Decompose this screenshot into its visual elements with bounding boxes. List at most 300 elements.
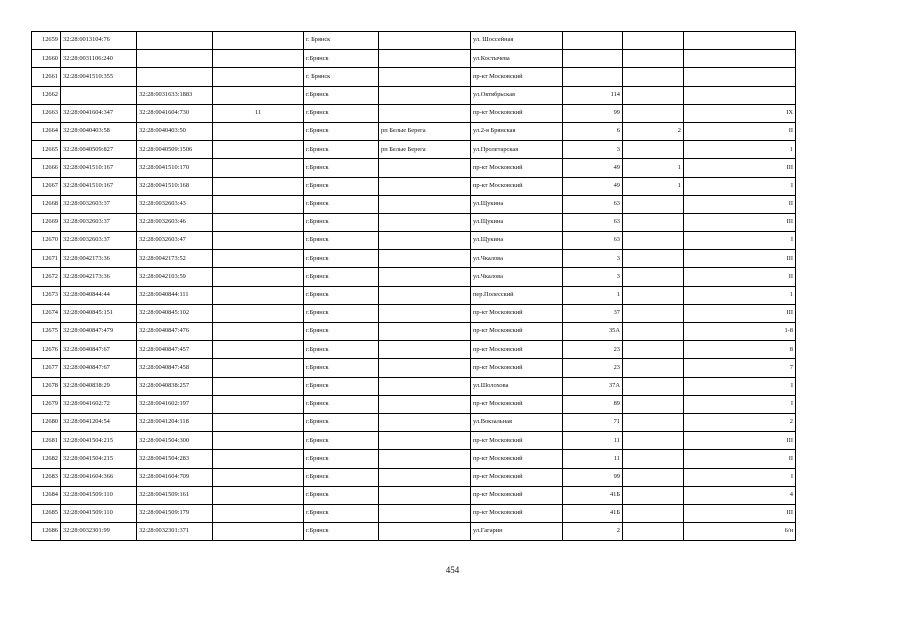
- premise-cell: [684, 68, 796, 86]
- house-cell: 3: [563, 268, 623, 286]
- object-number-cell: 32:28:0032603:43: [137, 195, 213, 213]
- table-row: [32, 395, 796, 413]
- street-cell: пр-кт Московский: [471, 323, 563, 341]
- cadastral-number-cell: 32:28:0041509:110: [61, 504, 137, 522]
- apartment-cell: [213, 395, 304, 413]
- table-row: [32, 304, 796, 322]
- settlement-cell: [379, 32, 471, 50]
- apartment-cell: [213, 486, 304, 504]
- street-cell: ул.Шолохова: [471, 377, 563, 395]
- table-row: [32, 377, 796, 395]
- settlement-cell: рп Белые Берега: [379, 141, 471, 159]
- apartment-cell: [213, 159, 304, 177]
- settlement-cell: [379, 177, 471, 195]
- city-cell: г.Брянск: [304, 50, 379, 68]
- row-index-cell: 12671: [32, 250, 61, 268]
- street-cell: ул.Щукина: [471, 213, 563, 231]
- house-cell: 99: [563, 468, 623, 486]
- cadastral-number-cell: 32:28:0041509:110: [61, 486, 137, 504]
- apartment-cell: [213, 341, 304, 359]
- apartment-cell: [213, 141, 304, 159]
- street-cell: пр-кт Московский: [471, 104, 563, 122]
- premise-cell: III: [684, 250, 796, 268]
- row-index-cell: 12667: [32, 177, 61, 195]
- city-cell: г.Брянск: [304, 86, 379, 104]
- house-cell: [563, 50, 623, 68]
- apartment-cell: [213, 250, 304, 268]
- table-row: [32, 104, 796, 122]
- apartment-cell: [213, 504, 304, 522]
- premise-cell: 6/н: [684, 523, 796, 541]
- street-cell: ул.2-я Брянская: [471, 122, 563, 140]
- row-index-cell: 12677: [32, 359, 61, 377]
- building-cell: [623, 468, 684, 486]
- building-cell: [623, 86, 684, 104]
- city-cell: г.Брянск: [304, 359, 379, 377]
- object-number-cell: 32:28:0041504:300: [137, 432, 213, 450]
- settlement-cell: [379, 450, 471, 468]
- row-index-cell: 12676: [32, 341, 61, 359]
- house-cell: 3: [563, 250, 623, 268]
- city-cell: г.Брянск: [304, 395, 379, 413]
- settlement-cell: [379, 523, 471, 541]
- table-row: [32, 122, 796, 140]
- premise-cell: 2: [684, 413, 796, 431]
- city-cell: г.Брянск: [304, 232, 379, 250]
- city-cell: г.Брянск: [304, 141, 379, 159]
- premise-cell: I: [684, 232, 796, 250]
- object-number-cell: 32:28:0041602:197: [137, 395, 213, 413]
- cadastral-number-cell: 32:28:0040847:67: [61, 359, 137, 377]
- table-row: [32, 32, 796, 50]
- settlement-cell: [379, 195, 471, 213]
- table-row: [32, 68, 796, 86]
- cadastral-number-cell: 32:28:0032603:37: [61, 232, 137, 250]
- house-cell: [563, 32, 623, 50]
- house-cell: 2: [563, 523, 623, 541]
- settlement-cell: [379, 504, 471, 522]
- street-cell: ул.Щукина: [471, 232, 563, 250]
- object-number-cell: 32:28:0041509:179: [137, 504, 213, 522]
- premise-cell: [684, 86, 796, 104]
- row-index-cell: 12670: [32, 232, 61, 250]
- object-number-cell: 32:28:0040845:102: [137, 304, 213, 322]
- object-number-cell: 32:28:0040847:476: [137, 323, 213, 341]
- table-row: [32, 323, 796, 341]
- street-cell: пр-кт Московский: [471, 504, 563, 522]
- settlement-cell: [379, 377, 471, 395]
- row-index-cell: 12659: [32, 32, 61, 50]
- premise-cell: [684, 50, 796, 68]
- street-cell: пр-кт Московский: [471, 68, 563, 86]
- building-cell: [623, 232, 684, 250]
- house-cell: 63: [563, 232, 623, 250]
- street-cell: пр-кт Московский: [471, 177, 563, 195]
- street-cell: пр-кт Московский: [471, 359, 563, 377]
- house-cell: 114: [563, 86, 623, 104]
- house-cell: 6: [563, 122, 623, 140]
- street-cell: пр-кт Московский: [471, 450, 563, 468]
- object-number-cell: [137, 32, 213, 50]
- cadastral-number-cell: 32:28:0041510:167: [61, 177, 137, 195]
- row-index-cell: 12664: [32, 122, 61, 140]
- settlement-cell: [379, 286, 471, 304]
- building-cell: 1: [623, 177, 684, 195]
- house-cell: 63: [563, 213, 623, 231]
- street-cell: пр-кт Московский: [471, 432, 563, 450]
- row-index-cell: 12665: [32, 141, 61, 159]
- cadastral-number-cell: 32:28:0032301:99: [61, 523, 137, 541]
- cadastral-number-cell: 32:28:0042173:36: [61, 268, 137, 286]
- city-cell: г.Брянск: [304, 432, 379, 450]
- apartment-cell: [213, 86, 304, 104]
- apartment-cell: [213, 232, 304, 250]
- premise-cell: III: [684, 304, 796, 322]
- cadastral-number-cell: 32:28:0040403:58: [61, 122, 137, 140]
- premise-cell: 8: [684, 341, 796, 359]
- settlement-cell: [379, 86, 471, 104]
- house-cell: 23: [563, 359, 623, 377]
- row-index-cell: 12678: [32, 377, 61, 395]
- premise-cell: III: [684, 504, 796, 522]
- street-cell: ул.Костычева: [471, 50, 563, 68]
- street-cell: ул.Щукина: [471, 195, 563, 213]
- house-cell: 37: [563, 304, 623, 322]
- building-cell: [623, 395, 684, 413]
- house-cell: 11: [563, 450, 623, 468]
- building-cell: [623, 377, 684, 395]
- object-number-cell: 32:28:0041509:161: [137, 486, 213, 504]
- cadastral-number-cell: 32:28:0042173:36: [61, 250, 137, 268]
- premise-cell: [684, 32, 796, 50]
- row-index-cell: 12679: [32, 395, 61, 413]
- premise-cell: III: [684, 213, 796, 231]
- apartment-cell: [213, 468, 304, 486]
- house-cell: 1: [563, 286, 623, 304]
- premise-cell: 4: [684, 486, 796, 504]
- row-index-cell: 12674: [32, 304, 61, 322]
- city-cell: г.Брянск: [304, 268, 379, 286]
- premise-cell: II: [684, 450, 796, 468]
- building-cell: [623, 141, 684, 159]
- object-number-cell: 32:28:0032603:47: [137, 232, 213, 250]
- building-cell: [623, 68, 684, 86]
- table-row: [32, 268, 796, 286]
- row-index-cell: 12663: [32, 104, 61, 122]
- apartment-cell: [213, 50, 304, 68]
- table-body: [32, 32, 796, 541]
- row-index-cell: 12672: [32, 268, 61, 286]
- table-row: [32, 504, 796, 522]
- premise-cell: 1: [684, 141, 796, 159]
- apartment-cell: [213, 213, 304, 231]
- settlement-cell: [379, 250, 471, 268]
- apartment-cell: [213, 286, 304, 304]
- apartment-cell: [213, 177, 304, 195]
- city-cell: г.Брянск: [304, 377, 379, 395]
- premise-cell: III: [684, 159, 796, 177]
- house-cell: 49: [563, 159, 623, 177]
- row-index-cell: 12675: [32, 323, 61, 341]
- cadastral-number-cell: 32:28:0032603:37: [61, 213, 137, 231]
- table-row: [32, 50, 796, 68]
- building-cell: [623, 432, 684, 450]
- building-cell: [623, 104, 684, 122]
- premise-cell: 7: [684, 359, 796, 377]
- cadastral-number-cell: 32:28:0040844:44: [61, 286, 137, 304]
- house-cell: 49: [563, 177, 623, 195]
- house-cell: 37А: [563, 377, 623, 395]
- table-row: [32, 486, 796, 504]
- house-cell: 63: [563, 195, 623, 213]
- row-index-cell: 12684: [32, 486, 61, 504]
- object-number-cell: 32:28:0032301:371: [137, 523, 213, 541]
- cadastral-number-cell: 32:28:0040845:151: [61, 304, 137, 322]
- premise-cell: 1: [684, 286, 796, 304]
- row-index-cell: 12683: [32, 468, 61, 486]
- cadastral-number-cell: 32:28:0040847:67: [61, 341, 137, 359]
- street-cell: пер.Полесский: [471, 286, 563, 304]
- table-row: [32, 86, 796, 104]
- city-cell: г.Брянск: [304, 104, 379, 122]
- row-index-cell: 12662: [32, 86, 61, 104]
- object-number-cell: [137, 68, 213, 86]
- premise-cell: I: [684, 395, 796, 413]
- apartment-cell: [213, 195, 304, 213]
- building-cell: [623, 286, 684, 304]
- city-cell: г.Брянск: [304, 213, 379, 231]
- building-cell: 1: [623, 159, 684, 177]
- settlement-cell: [379, 432, 471, 450]
- table-row: [32, 213, 796, 231]
- street-cell: пр-кт Московский: [471, 486, 563, 504]
- premise-cell: II: [684, 122, 796, 140]
- house-cell: 11: [563, 432, 623, 450]
- cadastral-number-cell: 32:28:0013104:76: [61, 32, 137, 50]
- settlement-cell: [379, 395, 471, 413]
- street-cell: пр-кт Московский: [471, 304, 563, 322]
- city-cell: г. Брянск: [304, 68, 379, 86]
- building-cell: [623, 50, 684, 68]
- building-cell: [623, 250, 684, 268]
- city-cell: г.Брянск: [304, 159, 379, 177]
- city-cell: г.Брянск: [304, 250, 379, 268]
- object-number-cell: 32:28:0040847:457: [137, 341, 213, 359]
- premise-cell: I: [684, 468, 796, 486]
- table-row: [32, 141, 796, 159]
- street-cell: пр-кт Московский: [471, 395, 563, 413]
- table-row: [32, 523, 796, 541]
- settlement-cell: [379, 104, 471, 122]
- settlement-cell: [379, 213, 471, 231]
- row-index-cell: 12680: [32, 413, 61, 431]
- row-index-cell: 12669: [32, 213, 61, 231]
- street-cell: ул.Вокзальная: [471, 413, 563, 431]
- object-number-cell: 32:28:0040847:458: [137, 359, 213, 377]
- house-cell: [563, 68, 623, 86]
- object-number-cell: 32:28:0041604:709: [137, 468, 213, 486]
- object-number-cell: 32:28:0041510:170: [137, 159, 213, 177]
- settlement-cell: [379, 413, 471, 431]
- house-cell: 3: [563, 141, 623, 159]
- row-index-cell: 12673: [32, 286, 61, 304]
- premise-cell: II: [684, 195, 796, 213]
- street-cell: ул.Пролетарская: [471, 141, 563, 159]
- city-cell: г.Брянск: [304, 504, 379, 522]
- table-row: [32, 359, 796, 377]
- street-cell: пр-кт Московский: [471, 468, 563, 486]
- table-row: [32, 450, 796, 468]
- apartment-cell: [213, 268, 304, 286]
- city-cell: г.Брянск: [304, 450, 379, 468]
- object-number-cell: 32:28:0041604:730: [137, 104, 213, 122]
- apartment-cell: [213, 523, 304, 541]
- street-cell: ул.Чкалова: [471, 268, 563, 286]
- settlement-cell: [379, 468, 471, 486]
- premise-cell: IX: [684, 104, 796, 122]
- settlement-cell: [379, 486, 471, 504]
- object-number-cell: 32:28:0041204:118: [137, 413, 213, 431]
- building-cell: [623, 268, 684, 286]
- apartment-cell: [213, 68, 304, 86]
- street-cell: ул.Гагарин: [471, 523, 563, 541]
- cadastral-number-cell: 32:28:0041510:167: [61, 159, 137, 177]
- street-cell: ул.Чкалова: [471, 250, 563, 268]
- city-cell: г.Брянск: [304, 323, 379, 341]
- table-row: [32, 250, 796, 268]
- city-cell: г.Брянск: [304, 286, 379, 304]
- settlement-cell: [379, 232, 471, 250]
- object-number-cell: 32:28:0042173:52: [137, 250, 213, 268]
- row-index-cell: 12686: [32, 523, 61, 541]
- object-number-cell: 32:28:0040844:111: [137, 286, 213, 304]
- house-cell: 41Б: [563, 504, 623, 522]
- page-number: 454: [445, 565, 460, 575]
- city-cell: г.Брянск: [304, 413, 379, 431]
- city-cell: г.Брянск: [304, 523, 379, 541]
- row-index-cell: 12685: [32, 504, 61, 522]
- object-number-cell: 32:28:0031633:1883: [137, 86, 213, 104]
- premise-cell: II: [684, 268, 796, 286]
- settlement-cell: [379, 359, 471, 377]
- city-cell: г.Брянск: [304, 486, 379, 504]
- cadastral-number-cell: 32:28:0040509:827: [61, 141, 137, 159]
- premise-cell: 1-8: [684, 323, 796, 341]
- cadastral-number-cell: 32:28:0041504:215: [61, 432, 137, 450]
- premise-cell: III: [684, 432, 796, 450]
- object-number-cell: 32:28:0032603:46: [137, 213, 213, 231]
- apartment-cell: [213, 122, 304, 140]
- building-cell: [623, 504, 684, 522]
- cadastral-number-cell: 32:28:0041510:355: [61, 68, 137, 86]
- building-cell: [623, 195, 684, 213]
- cadastral-number-cell: 32:28:0041604:366: [61, 468, 137, 486]
- apartment-cell: [213, 323, 304, 341]
- row-index-cell: 12682: [32, 450, 61, 468]
- building-cell: [623, 413, 684, 431]
- table-row: [32, 177, 796, 195]
- apartment-cell: [213, 432, 304, 450]
- street-cell: ул.Октябрьская: [471, 86, 563, 104]
- house-cell: 23: [563, 341, 623, 359]
- table-row: [32, 195, 796, 213]
- house-cell: 41Б: [563, 486, 623, 504]
- table-row: [32, 286, 796, 304]
- city-cell: г.Брянск: [304, 195, 379, 213]
- settlement-cell: [379, 159, 471, 177]
- cadastral-number-cell: 32:28:0031106:240: [61, 50, 137, 68]
- table-row: [32, 232, 796, 250]
- building-cell: [623, 341, 684, 359]
- apartment-cell: [213, 450, 304, 468]
- apartment-cell: [213, 32, 304, 50]
- table-row: [32, 413, 796, 431]
- apartment-cell: 11: [213, 104, 304, 122]
- cadastral-number-cell: 32:28:0040838:29: [61, 377, 137, 395]
- settlement-cell: [379, 341, 471, 359]
- apartment-cell: [213, 304, 304, 322]
- building-cell: [623, 32, 684, 50]
- settlement-cell: [379, 323, 471, 341]
- building-cell: [623, 304, 684, 322]
- street-cell: ул. Шоссейная: [471, 32, 563, 50]
- settlement-cell: [379, 268, 471, 286]
- building-cell: [623, 213, 684, 231]
- cadastral-number-cell: 32:28:0040847:479: [61, 323, 137, 341]
- cadastral-number-cell: 32:28:0041504:215: [61, 450, 137, 468]
- house-cell: 71: [563, 413, 623, 431]
- city-cell: г.Брянск: [304, 122, 379, 140]
- table-row: [32, 468, 796, 486]
- object-number-cell: [137, 50, 213, 68]
- premise-cell: I: [684, 377, 796, 395]
- object-number-cell: 32:28:0040509:1506: [137, 141, 213, 159]
- cadastral-number-cell: 32:28:0041602:72: [61, 395, 137, 413]
- table-row: [32, 341, 796, 359]
- row-index-cell: 12681: [32, 432, 61, 450]
- settlement-cell: [379, 304, 471, 322]
- row-index-cell: 12668: [32, 195, 61, 213]
- building-cell: [623, 323, 684, 341]
- premise-cell: I: [684, 177, 796, 195]
- city-cell: г.Брянск: [304, 177, 379, 195]
- settlement-cell: [379, 68, 471, 86]
- object-number-cell: 32:28:0040838:257: [137, 377, 213, 395]
- cadastral-number-cell: 32:28:0041204:54: [61, 413, 137, 431]
- object-number-cell: 32:28:0042103:59: [137, 268, 213, 286]
- street-cell: пр-кт Московский: [471, 159, 563, 177]
- house-cell: 35А: [563, 323, 623, 341]
- city-cell: г.Брянск: [304, 468, 379, 486]
- cadastral-number-cell: [61, 86, 137, 104]
- object-number-cell: 32:28:0041510:168: [137, 177, 213, 195]
- house-cell: 99: [563, 104, 623, 122]
- city-cell: г.Брянск: [304, 304, 379, 322]
- apartment-cell: [213, 359, 304, 377]
- registry-table: [31, 31, 796, 541]
- settlement-cell: [379, 50, 471, 68]
- street-cell: пр-кт Московский: [471, 341, 563, 359]
- row-index-cell: 12666: [32, 159, 61, 177]
- object-number-cell: 32:28:0041504:283: [137, 450, 213, 468]
- object-number-cell: 32:28:0040403:50: [137, 122, 213, 140]
- settlement-cell: рп Белые Берега: [379, 122, 471, 140]
- city-cell: г. Брянск: [304, 32, 379, 50]
- building-cell: [623, 486, 684, 504]
- cadastral-number-cell: 32:28:0032603:37: [61, 195, 137, 213]
- apartment-cell: [213, 413, 304, 431]
- table-row: [32, 432, 796, 450]
